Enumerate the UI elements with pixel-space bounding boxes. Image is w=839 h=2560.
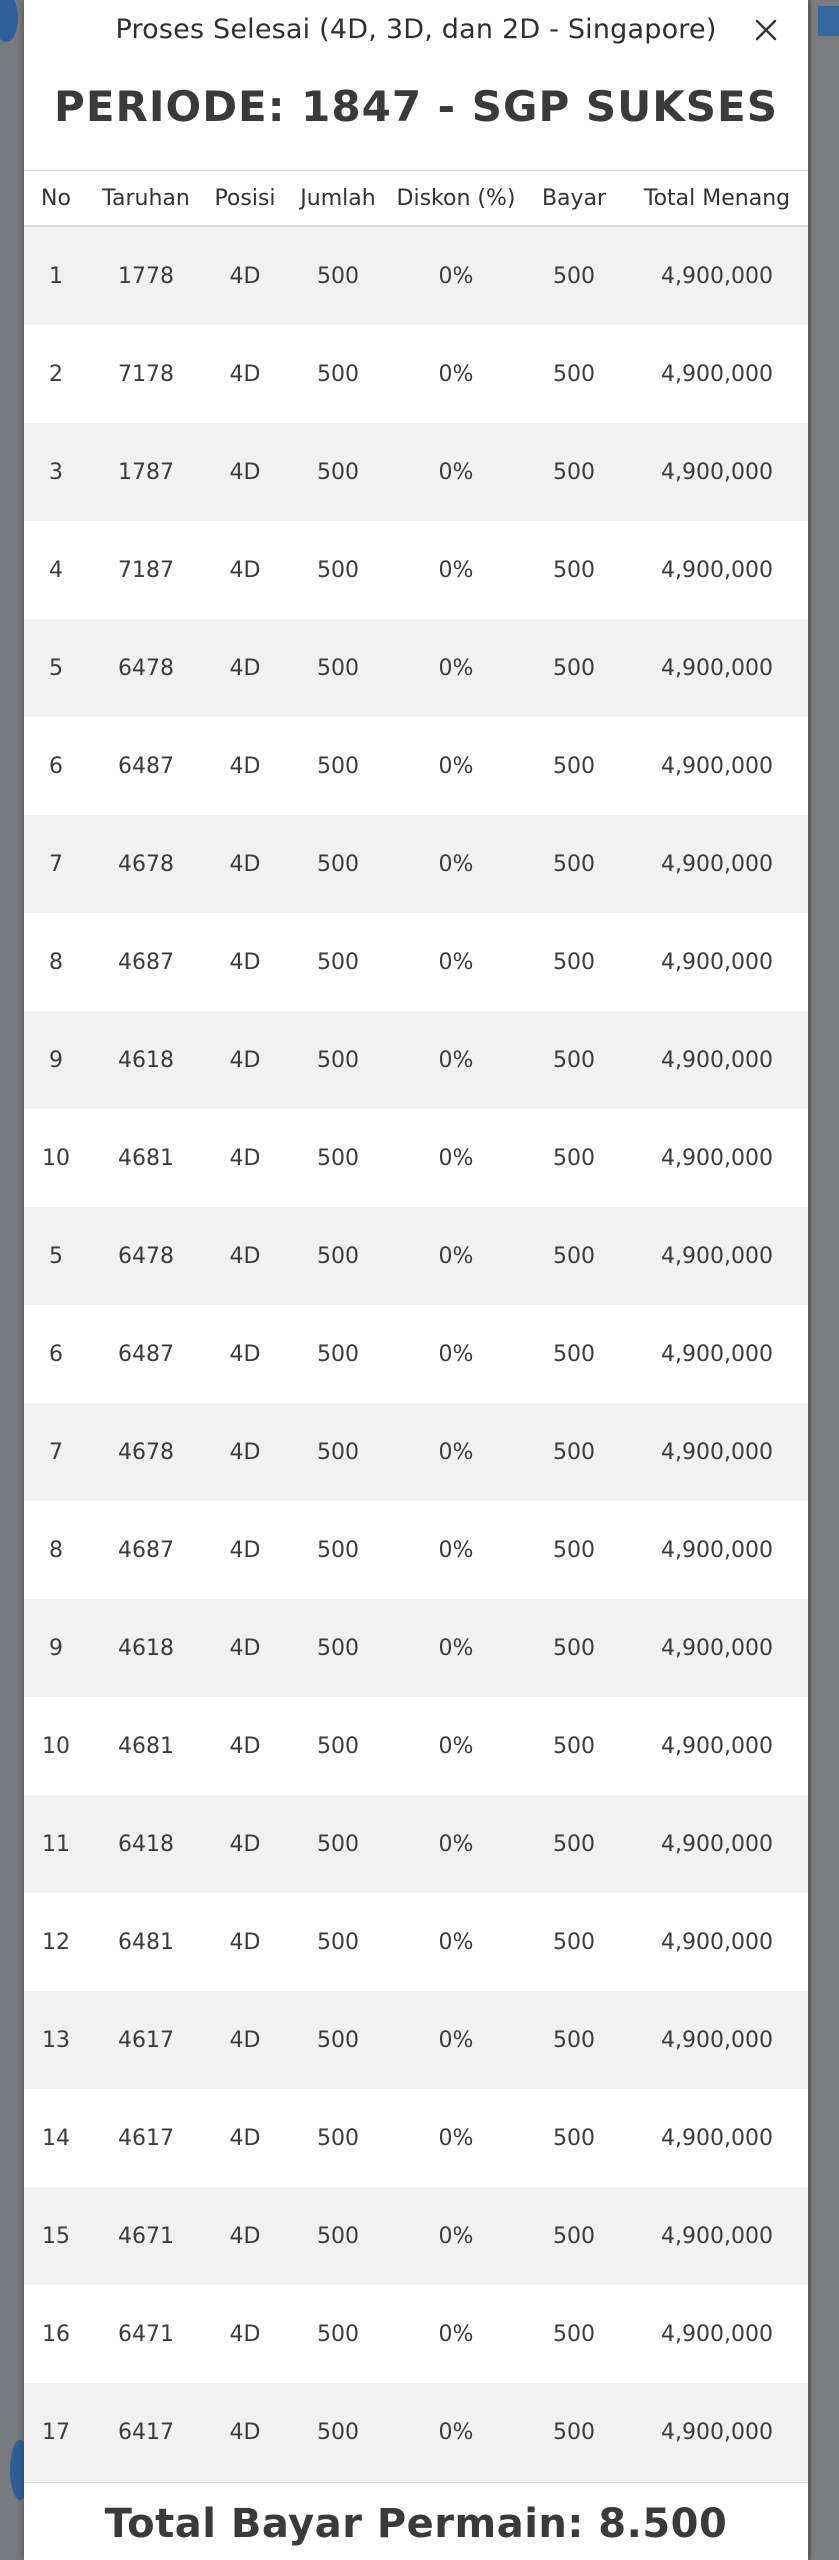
cell-amount: 500: [286, 1697, 390, 1795]
table-row: [24, 2089, 808, 2187]
cell-payment: 500: [522, 1403, 626, 1501]
cell-no: 6: [24, 1305, 88, 1403]
cell-position: 4D: [204, 1893, 286, 1991]
table-row: [24, 2383, 808, 2481]
cell-bet-number: 4681: [88, 1109, 204, 1207]
table-row: [24, 1795, 808, 1893]
cell-no: 10: [24, 1697, 88, 1795]
table-header-row: [24, 171, 808, 226]
cell-payment: 500: [522, 325, 626, 423]
cell-discount: 0%: [390, 226, 522, 325]
cell-bet-number: 7178: [88, 325, 204, 423]
cell-amount: 500: [286, 1795, 390, 1893]
cell-total-win: 4,900,000: [626, 815, 808, 913]
table-row: [24, 717, 808, 815]
cell-discount: 0%: [390, 619, 522, 717]
column-header-bet-number: Taruhan: [88, 171, 204, 226]
cell-amount: 500: [286, 913, 390, 1011]
cell-position: 4D: [204, 2285, 286, 2383]
cell-position: 4D: [204, 2089, 286, 2187]
cell-payment: 500: [522, 521, 626, 619]
cell-position: 4D: [204, 521, 286, 619]
cell-payment: 500: [522, 1599, 626, 1697]
table-row: [24, 1403, 808, 1501]
cell-bet-number: 4617: [88, 1991, 204, 2089]
cell-no: 6: [24, 717, 88, 815]
column-header-amount: Jumlah: [286, 171, 390, 226]
cell-no: 5: [24, 619, 88, 717]
cell-bet-number: 4678: [88, 815, 204, 913]
cell-amount: 500: [286, 2089, 390, 2187]
cell-amount: 500: [286, 1109, 390, 1207]
cell-payment: 500: [522, 1207, 626, 1305]
cell-total-win: 4,900,000: [626, 226, 808, 325]
modal-footer: [24, 2482, 808, 2560]
cell-no: 7: [24, 815, 88, 913]
column-header-discount: Diskon (%): [390, 171, 522, 226]
cell-amount: 500: [286, 1501, 390, 1599]
cell-bet-number: 7187: [88, 521, 204, 619]
cell-payment: 500: [522, 913, 626, 1011]
cell-no: 16: [24, 2285, 88, 2383]
cell-bet-number: 4671: [88, 2187, 204, 2285]
cell-position: 4D: [204, 226, 286, 325]
cell-no: 8: [24, 1501, 88, 1599]
cell-amount: 500: [286, 717, 390, 815]
cell-no: 17: [24, 2383, 88, 2481]
cell-discount: 0%: [390, 1991, 522, 2089]
table-row: [24, 226, 808, 325]
cell-payment: 500: [522, 1893, 626, 1991]
cell-bet-number: 6487: [88, 1305, 204, 1403]
cell-bet-number: 4687: [88, 913, 204, 1011]
cell-discount: 0%: [390, 1599, 522, 1697]
cell-position: 4D: [204, 1991, 286, 2089]
cell-discount: 0%: [390, 1011, 522, 1109]
table-row: [24, 1893, 808, 1991]
cell-amount: 500: [286, 2285, 390, 2383]
table-row: [24, 1305, 808, 1403]
cell-bet-number: 6417: [88, 2383, 204, 2481]
cell-amount: 500: [286, 325, 390, 423]
cell-amount: 500: [286, 2187, 390, 2285]
cell-no: 11: [24, 1795, 88, 1893]
cell-payment: 500: [522, 815, 626, 913]
cell-position: 4D: [204, 423, 286, 521]
cell-amount: 500: [286, 1011, 390, 1109]
cell-discount: 0%: [390, 2089, 522, 2187]
cell-no: 4: [24, 521, 88, 619]
cell-no: 9: [24, 1011, 88, 1109]
close-icon: [754, 18, 778, 42]
background-page-left-edge: [0, 0, 26, 2560]
cell-discount: 0%: [390, 1893, 522, 1991]
table-row: [24, 521, 808, 619]
table-row: [24, 1109, 808, 1207]
cell-discount: 0%: [390, 1403, 522, 1501]
cell-position: 4D: [204, 1795, 286, 1893]
cell-payment: 500: [522, 1697, 626, 1795]
cell-discount: 0%: [390, 2383, 522, 2481]
cell-discount: 0%: [390, 423, 522, 521]
cell-total-win: 4,900,000: [626, 1599, 808, 1697]
cell-bet-number: 6471: [88, 2285, 204, 2383]
results-modal: [24, 0, 808, 2560]
cell-discount: 0%: [390, 1697, 522, 1795]
cell-amount: 500: [286, 423, 390, 521]
cell-no: 13: [24, 1991, 88, 2089]
cell-total-win: 4,900,000: [626, 1109, 808, 1207]
cell-position: 4D: [204, 1599, 286, 1697]
cell-total-win: 4,900,000: [626, 717, 808, 815]
cell-total-win: 4,900,000: [626, 2285, 808, 2383]
cell-bet-number: 6487: [88, 717, 204, 815]
cell-amount: 500: [286, 1991, 390, 2089]
cell-discount: 0%: [390, 1795, 522, 1893]
cell-position: 4D: [204, 2383, 286, 2481]
cell-position: 4D: [204, 913, 286, 1011]
cell-bet-number: 4681: [88, 1697, 204, 1795]
cell-total-win: 4,900,000: [626, 1207, 808, 1305]
table-header: [24, 171, 808, 226]
cell-position: 4D: [204, 1207, 286, 1305]
cell-position: 4D: [204, 815, 286, 913]
cell-no: 14: [24, 2089, 88, 2187]
cell-no: 15: [24, 2187, 88, 2285]
cell-payment: 500: [522, 619, 626, 717]
cell-discount: 0%: [390, 2187, 522, 2285]
period-title: PERIODE: 1847 - SGP SUKSES: [54, 82, 778, 131]
cell-total-win: 4,900,000: [626, 2089, 808, 2187]
cell-amount: 500: [286, 1207, 390, 1305]
cell-discount: 0%: [390, 1501, 522, 1599]
cell-payment: 500: [522, 1991, 626, 2089]
cell-amount: 500: [286, 521, 390, 619]
cell-total-win: 4,900,000: [626, 1697, 808, 1795]
cell-payment: 500: [522, 2285, 626, 2383]
column-header-total-win: Total Menang: [626, 171, 808, 226]
column-header-position: Posisi: [204, 171, 286, 226]
cell-payment: 500: [522, 2089, 626, 2187]
cell-total-win: 4,900,000: [626, 521, 808, 619]
table-row: [24, 1697, 808, 1795]
cell-bet-number: 6418: [88, 1795, 204, 1893]
cell-discount: 0%: [390, 1207, 522, 1305]
cell-total-win: 4,900,000: [626, 619, 808, 717]
cell-discount: 0%: [390, 815, 522, 913]
cell-total-win: 4,900,000: [626, 1501, 808, 1599]
results-table: [24, 171, 808, 2481]
cell-position: 4D: [204, 1501, 286, 1599]
cell-position: 4D: [204, 1403, 286, 1501]
cell-total-win: 4,900,000: [626, 2187, 808, 2285]
table-row: [24, 1207, 808, 1305]
cell-amount: 500: [286, 2383, 390, 2481]
cell-total-win: 4,900,000: [626, 325, 808, 423]
cell-payment: 500: [522, 2383, 626, 2481]
table-row: [24, 325, 808, 423]
cell-discount: 0%: [390, 325, 522, 423]
table-row: [24, 913, 808, 1011]
cell-amount: 500: [286, 1599, 390, 1697]
cell-bet-number: 6478: [88, 619, 204, 717]
cell-no: 1: [24, 226, 88, 325]
cell-position: 4D: [204, 1697, 286, 1795]
cell-no: 10: [24, 1109, 88, 1207]
cell-payment: 500: [522, 423, 626, 521]
column-header-no: No: [24, 171, 88, 226]
cell-amount: 500: [286, 1403, 390, 1501]
cell-discount: 0%: [390, 717, 522, 815]
cell-amount: 500: [286, 815, 390, 913]
modal-title: Proses Selesai (4D, 3D, dan 2D - Singapore): [115, 14, 717, 45]
cell-bet-number: 1778: [88, 226, 204, 325]
cell-payment: 500: [522, 1109, 626, 1207]
cell-amount: 500: [286, 1305, 390, 1403]
background-page-right-edge: [811, 0, 839, 2560]
cell-payment: 500: [522, 1501, 626, 1599]
cell-discount: 0%: [390, 1305, 522, 1403]
cell-bet-number: 6478: [88, 1207, 204, 1305]
table-row: [24, 423, 808, 521]
table-row: [24, 2285, 808, 2383]
table-body: [24, 226, 808, 2481]
cell-discount: 0%: [390, 913, 522, 1011]
table-row: [24, 2187, 808, 2285]
cell-position: 4D: [204, 619, 286, 717]
cell-no: 12: [24, 1893, 88, 1991]
cell-no: 3: [24, 423, 88, 521]
cell-bet-number: 4617: [88, 2089, 204, 2187]
table-row: [24, 1991, 808, 2089]
close-button[interactable]: [746, 10, 786, 50]
cell-total-win: 4,900,000: [626, 1011, 808, 1109]
cell-bet-number: 6481: [88, 1893, 204, 1991]
background-menu-fragment: [818, 6, 839, 36]
total-payment: Total Bayar Permain: 8.500: [104, 2501, 728, 2547]
cell-no: 5: [24, 1207, 88, 1305]
cell-bet-number: 4618: [88, 1599, 204, 1697]
cell-bet-number: 1787: [88, 423, 204, 521]
cell-position: 4D: [204, 1305, 286, 1403]
cell-bet-number: 4678: [88, 1403, 204, 1501]
cell-payment: 500: [522, 717, 626, 815]
cell-no: 9: [24, 1599, 88, 1697]
cell-bet-number: 4618: [88, 1011, 204, 1109]
cell-amount: 500: [286, 226, 390, 325]
cell-discount: 0%: [390, 521, 522, 619]
cell-no: 2: [24, 325, 88, 423]
cell-total-win: 4,900,000: [626, 913, 808, 1011]
table-row: [24, 619, 808, 717]
cell-position: 4D: [204, 325, 286, 423]
cell-total-win: 4,900,000: [626, 423, 808, 521]
cell-total-win: 4,900,000: [626, 1991, 808, 2089]
cell-total-win: 4,900,000: [626, 1893, 808, 1991]
cell-no: 8: [24, 913, 88, 1011]
cell-total-win: 4,900,000: [626, 1403, 808, 1501]
table-row: [24, 1599, 808, 1697]
cell-no: 7: [24, 1403, 88, 1501]
column-header-payment: Bayar: [522, 171, 626, 226]
modal-header: [24, 0, 808, 171]
cell-payment: 500: [522, 1795, 626, 1893]
cell-discount: 0%: [390, 1109, 522, 1207]
table-row: [24, 1011, 808, 1109]
table-row: [24, 1501, 808, 1599]
cell-total-win: 4,900,000: [626, 1795, 808, 1893]
cell-amount: 500: [286, 1893, 390, 1991]
table-row: [24, 815, 808, 913]
cell-total-win: 4,900,000: [626, 2383, 808, 2481]
cell-position: 4D: [204, 2187, 286, 2285]
cell-payment: 500: [522, 226, 626, 325]
cell-position: 4D: [204, 1109, 286, 1207]
cell-payment: 500: [522, 2187, 626, 2285]
cell-amount: 500: [286, 619, 390, 717]
cell-payment: 500: [522, 1305, 626, 1403]
cell-bet-number: 4687: [88, 1501, 204, 1599]
cell-total-win: 4,900,000: [626, 1305, 808, 1403]
cell-payment: 500: [522, 1011, 626, 1109]
cell-position: 4D: [204, 717, 286, 815]
cell-discount: 0%: [390, 2285, 522, 2383]
cell-position: 4D: [204, 1011, 286, 1109]
